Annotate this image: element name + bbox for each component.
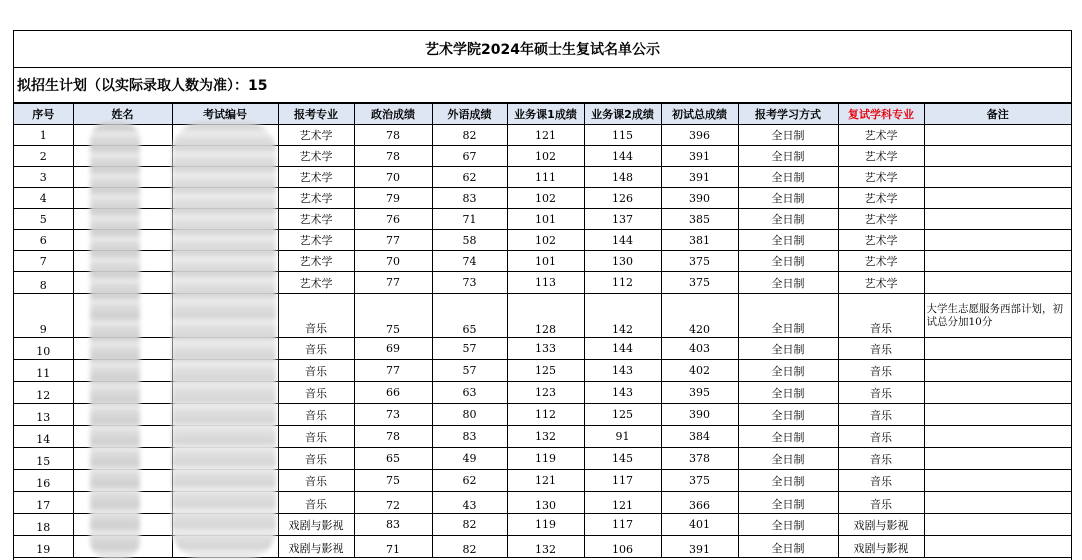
cell-remark[interactable] [924,514,1071,536]
cell-remark[interactable] [924,251,1071,272]
col-header-foreign[interactable]: 外语成绩 [432,104,507,125]
cell-retest-major[interactable]: 音乐 [838,426,924,448]
cell-foreign[interactable]: 57 [432,338,507,360]
cell-major[interactable]: 戏剧与影视 [278,514,354,536]
cell-politics[interactable]: 65 [354,448,432,470]
cell-course1[interactable]: 102 [507,146,584,167]
cell-retest-major[interactable]: 音乐 [838,492,924,514]
cell-foreign[interactable]: 65 [432,294,507,338]
cell-mode[interactable]: 全日制 [738,426,838,448]
cell-no[interactable]: 16 [14,470,73,492]
cell-retest-major[interactable]: 艺术学 [838,251,924,272]
cell-no[interactable]: 10 [14,338,73,360]
col-header-course2[interactable]: 业务课2成绩 [584,104,661,125]
cell-major[interactable]: 音乐 [278,360,354,382]
cell-course2[interactable]: 142 [584,294,661,338]
cell-total[interactable]: 384 [661,426,738,448]
cell-mode[interactable]: 全日制 [738,294,838,338]
cell-mode[interactable]: 全日制 [738,382,838,404]
cell-course2[interactable]: 106 [584,536,661,558]
cell-course1[interactable]: 102 [507,188,584,209]
cell-total[interactable]: 395 [661,382,738,404]
cell-politics[interactable]: 75 [354,294,432,338]
cell-total[interactable]: 390 [661,404,738,426]
cell-retest-major[interactable]: 音乐 [838,404,924,426]
cell-total[interactable]: 390 [661,188,738,209]
cell-politics[interactable]: 77 [354,230,432,251]
cell-no[interactable]: 2 [14,146,73,167]
cell-course2[interactable]: 125 [584,404,661,426]
cell-remark[interactable] [924,146,1071,167]
col-header-course1[interactable]: 业务课1成绩 [507,104,584,125]
cell-major[interactable]: 艺术学 [278,209,354,230]
cell-remark[interactable] [924,536,1071,558]
cell-major[interactable]: 音乐 [278,470,354,492]
col-header-exam-id[interactable]: 考试编号 [172,104,278,125]
cell-remark[interactable] [924,167,1071,188]
cell-politics[interactable]: 78 [354,146,432,167]
redacted-name-column [90,122,140,559]
cell-major[interactable]: 音乐 [278,404,354,426]
cell-foreign[interactable]: 82 [432,125,507,146]
cell-course2[interactable]: 145 [584,448,661,470]
cell-politics[interactable]: 78 [354,125,432,146]
cell-course2[interactable]: 117 [584,514,661,536]
cell-foreign[interactable]: 57 [432,360,507,382]
cell-foreign[interactable]: 73 [432,272,507,294]
cell-total[interactable]: 402 [661,360,738,382]
cell-politics[interactable]: 73 [354,404,432,426]
cell-mode[interactable]: 全日制 [738,167,838,188]
cell-mode[interactable]: 全日制 [738,125,838,146]
cell-course1[interactable]: 125 [507,360,584,382]
cell-course2[interactable]: 137 [584,209,661,230]
cell-total[interactable]: 381 [661,230,738,251]
cell-total[interactable]: 401 [661,514,738,536]
cell-mode[interactable]: 全日制 [738,404,838,426]
cell-course1[interactable]: 123 [507,382,584,404]
col-header-politics[interactable]: 政治成绩 [354,104,432,125]
cell-no[interactable]: 17 [14,492,73,514]
cell-mode[interactable]: 全日制 [738,492,838,514]
cell-remark[interactable] [924,209,1071,230]
cell-remark[interactable] [924,470,1071,492]
cell-total[interactable]: 420 [661,294,738,338]
cell-mode[interactable]: 全日制 [738,209,838,230]
cell-course1[interactable]: 121 [507,125,584,146]
cell-remark[interactable] [924,492,1071,514]
cell-politics[interactable]: 76 [354,209,432,230]
cell-politics[interactable]: 78 [354,426,432,448]
cell-no[interactable]: 9 [14,294,73,338]
cell-foreign[interactable]: 71 [432,209,507,230]
cell-course2[interactable]: 144 [584,230,661,251]
cell-politics[interactable]: 70 [354,251,432,272]
cell-mode[interactable]: 全日制 [738,470,838,492]
cell-total[interactable]: 375 [661,470,738,492]
cell-foreign[interactable]: 74 [432,251,507,272]
cell-course2[interactable]: 117 [584,470,661,492]
cell-retest-major[interactable]: 艺术学 [838,146,924,167]
cell-course1[interactable]: 128 [507,294,584,338]
cell-total[interactable]: 375 [661,272,738,294]
cell-politics[interactable]: 77 [354,272,432,294]
cell-remark[interactable] [924,448,1071,470]
cell-course1[interactable]: 132 [507,426,584,448]
redacted-exam-id-column [172,122,276,559]
cell-mode[interactable]: 全日制 [738,188,838,209]
enrollment-plan: 拟招生计划（以实际录取人数为准）：15 [14,68,1071,103]
cell-no[interactable]: 14 [14,426,73,448]
cell-retest-major[interactable]: 音乐 [838,448,924,470]
cell-foreign[interactable]: 63 [432,382,507,404]
cell-remark[interactable] [924,426,1071,448]
cell-total[interactable]: 391 [661,167,738,188]
cell-course2[interactable]: 148 [584,167,661,188]
col-header-no[interactable]: 序号 [14,104,73,125]
cell-no[interactable]: 4 [14,188,73,209]
cell-course1[interactable]: 112 [507,404,584,426]
cell-foreign[interactable]: 83 [432,188,507,209]
cell-course2[interactable]: 121 [584,492,661,514]
cell-course2[interactable]: 130 [584,251,661,272]
cell-politics[interactable]: 72 [354,492,432,514]
cell-foreign[interactable]: 80 [432,404,507,426]
cell-course2[interactable]: 126 [584,188,661,209]
cell-total[interactable]: 391 [661,146,738,167]
cell-mode[interactable]: 全日制 [738,272,838,294]
cell-retest-major[interactable]: 艺术学 [838,272,924,294]
cell-no[interactable]: 11 [14,360,73,382]
cell-retest-major[interactable]: 音乐 [838,338,924,360]
cell-politics[interactable]: 70 [354,167,432,188]
cell-mode[interactable]: 全日制 [738,536,838,558]
cell-no[interactable]: 12 [14,382,73,404]
cell-retest-major[interactable]: 艺术学 [838,125,924,146]
cell-remark[interactable] [924,404,1071,426]
cell-no[interactable]: 7 [14,251,73,272]
cell-no[interactable]: 8 [14,272,73,294]
cell-major[interactable]: 艺术学 [278,230,354,251]
cell-foreign[interactable]: 49 [432,448,507,470]
cell-major[interactable]: 戏剧与影视 [278,536,354,558]
cell-no[interactable]: 13 [14,404,73,426]
cell-retest-major[interactable]: 戏剧与影视 [838,536,924,558]
cell-retest-major[interactable]: 音乐 [838,360,924,382]
cell-foreign[interactable]: 62 [432,470,507,492]
cell-major[interactable]: 艺术学 [278,251,354,272]
cell-mode[interactable]: 全日制 [738,338,838,360]
cell-course1[interactable]: 132 [507,536,584,558]
cell-course1[interactable]: 119 [507,448,584,470]
cell-no[interactable]: 18 [14,514,73,536]
cell-course1[interactable]: 119 [507,514,584,536]
cell-total[interactable]: 391 [661,536,738,558]
cell-major[interactable]: 音乐 [278,338,354,360]
cell-retest-major[interactable]: 戏剧与影视 [838,514,924,536]
cell-course2[interactable]: 144 [584,338,661,360]
cell-foreign[interactable]: 43 [432,492,507,514]
cell-course1[interactable]: 111 [507,167,584,188]
cell-mode[interactable]: 全日制 [738,230,838,251]
cell-total[interactable]: 385 [661,209,738,230]
cell-remark[interactable]: 大学生志愿服务西部计划，初试总分加10分 [924,294,1071,338]
cell-remark[interactable] [924,360,1071,382]
cell-remark[interactable] [924,272,1071,294]
cell-total[interactable]: 403 [661,338,738,360]
header-row [14,104,1071,125]
cell-retest-major[interactable]: 音乐 [838,382,924,404]
cell-foreign[interactable]: 82 [432,514,507,536]
cell-major[interactable]: 艺术学 [278,188,354,209]
cell-major[interactable]: 艺术学 [278,146,354,167]
cell-no[interactable]: 19 [14,536,73,558]
sheet-title: 艺术学院2024年硕士生复试名单公示 [14,31,1071,68]
cell-no[interactable]: 6 [14,230,73,251]
cell-politics[interactable]: 77 [354,360,432,382]
cell-politics[interactable]: 71 [354,536,432,558]
cell-major[interactable]: 艺术学 [278,272,354,294]
cell-course1[interactable]: 121 [507,470,584,492]
cell-total[interactable]: 396 [661,125,738,146]
cell-foreign[interactable]: 58 [432,230,507,251]
cell-mode[interactable]: 全日制 [738,146,838,167]
cell-retest-major[interactable]: 艺术学 [838,167,924,188]
cell-course1[interactable]: 101 [507,209,584,230]
cell-retest-major[interactable]: 艺术学 [838,188,924,209]
cell-no[interactable]: 3 [14,167,73,188]
col-header-name[interactable]: 姓名 [73,104,172,125]
cell-remark[interactable] [924,382,1071,404]
cell-retest-major[interactable]: 音乐 [838,470,924,492]
cell-total[interactable]: 378 [661,448,738,470]
cell-course2[interactable]: 91 [584,426,661,448]
col-header-retest-major[interactable]: 复试学科专业 [838,104,924,125]
cell-politics[interactable]: 79 [354,188,432,209]
cell-remark[interactable] [924,230,1071,251]
cell-major[interactable]: 艺术学 [278,167,354,188]
cell-remark[interactable] [924,188,1071,209]
cell-major[interactable]: 音乐 [278,448,354,470]
cell-politics[interactable]: 83 [354,514,432,536]
col-header-mode[interactable]: 报考学习方式 [738,104,838,125]
cell-mode[interactable]: 全日制 [738,360,838,382]
col-header-total[interactable]: 初试总成绩 [661,104,738,125]
cell-no[interactable]: 1 [14,125,73,146]
cell-politics[interactable]: 75 [354,470,432,492]
cell-retest-major[interactable]: 音乐 [838,294,924,338]
cell-course1[interactable]: 102 [507,230,584,251]
cell-major[interactable]: 音乐 [278,426,354,448]
cell-retest-major[interactable]: 艺术学 [838,230,924,251]
cell-course2[interactable]: 115 [584,125,661,146]
col-header-remark[interactable]: 备注 [924,104,1071,125]
table-row [14,536,1071,558]
cell-mode[interactable]: 全日制 [738,448,838,470]
col-header-major[interactable]: 报考专业 [278,104,354,125]
cell-remark[interactable] [924,125,1071,146]
cell-politics[interactable]: 66 [354,382,432,404]
cell-foreign[interactable]: 83 [432,426,507,448]
cell-course2[interactable]: 144 [584,146,661,167]
cell-course2[interactable]: 143 [584,382,661,404]
cell-remark[interactable] [924,338,1071,360]
cell-foreign[interactable]: 62 [432,167,507,188]
cell-total[interactable]: 375 [661,251,738,272]
cell-mode[interactable]: 全日制 [738,251,838,272]
cell-course1[interactable]: 130 [507,492,584,514]
cell-major[interactable]: 音乐 [278,382,354,404]
cell-politics[interactable]: 69 [354,338,432,360]
cell-mode[interactable]: 全日制 [738,514,838,536]
cell-foreign[interactable]: 67 [432,146,507,167]
cell-major[interactable]: 音乐 [278,492,354,514]
cell-major[interactable]: 艺术学 [278,125,354,146]
cell-no[interactable]: 5 [14,209,73,230]
cell-course1[interactable]: 133 [507,338,584,360]
cell-course2[interactable]: 143 [584,360,661,382]
cell-course1[interactable]: 113 [507,272,584,294]
cell-major[interactable]: 音乐 [278,294,354,338]
cell-course2[interactable]: 112 [584,272,661,294]
cell-no[interactable]: 15 [14,448,73,470]
cell-foreign[interactable]: 82 [432,536,507,558]
cell-course1[interactable]: 101 [507,251,584,272]
cell-retest-major[interactable]: 艺术学 [838,209,924,230]
cell-total[interactable]: 366 [661,492,738,514]
